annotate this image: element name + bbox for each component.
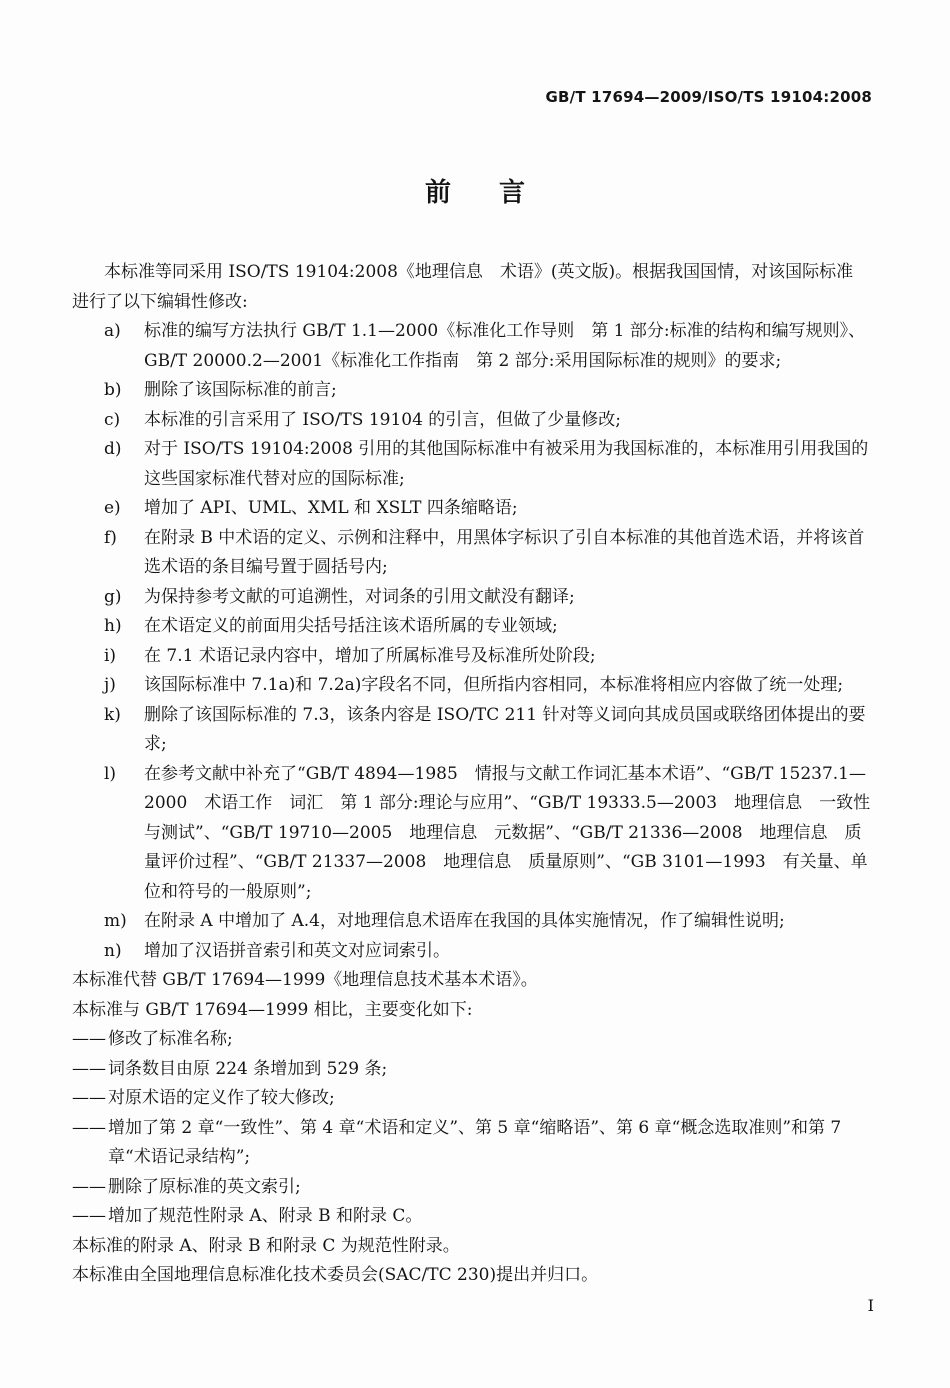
dash-label: —— <box>72 1176 106 1197</box>
list-item <box>104 671 874 701</box>
dash-label: —— <box>72 1117 106 1138</box>
list-item <box>104 701 874 760</box>
foreword-body <box>72 258 874 1291</box>
item-text: 在术语定义的前面用尖括号括注该术语所属的专业领域; <box>144 616 558 636</box>
list-item <box>104 376 874 406</box>
item-label: f) <box>104 527 117 548</box>
item-label: n) <box>104 940 122 961</box>
item-text: 标准的编写方法执行 GB/T 1.1—2000《标准化工作导则 第 1 部分:标准的结构和编写规则》、GB/T 20000.2—2001《标准化工作指南 第 2 部分:采用国际标准的规则》的要求; <box>144 321 866 371</box>
item-label: l) <box>104 763 117 784</box>
item-text: 词条数目由原 224 条增加到 529 条; <box>108 1058 388 1079</box>
item-text: 增加了汉语拼音索引和英文对应词索引。 <box>144 940 450 961</box>
item-text: 对原术语的定义作了较大修改; <box>108 1088 335 1108</box>
item-text: 在 7.1 术语记录内容中，增加了所属标准号及标准所处阶段; <box>144 645 596 666</box>
item-label: b) <box>104 380 122 400</box>
annex-note-paragraph: 本标准的附录 A、附录 B 和附录 C 为规范性附录。 <box>72 1235 460 1256</box>
item-label: g) <box>104 586 122 607</box>
item-label: j) <box>104 675 116 695</box>
item-label: h) <box>104 616 122 636</box>
list-item <box>72 1173 874 1203</box>
item-label: k) <box>104 704 121 725</box>
changes-list <box>72 1025 874 1232</box>
item-label: i) <box>104 645 117 666</box>
replaces-paragraph: 本标准代替 GB/T 17694—1999《地理信息技术基本术语》。 <box>72 970 538 990</box>
list-item <box>72 1084 874 1114</box>
intro-paragraph-line2: 进行了以下编辑性修改: <box>72 291 248 312</box>
item-text: 对于 ISO/TS 19104:2008 引用的其他国际标准中有被采用为我国标准的，本标准用引用我国的这些国家标准代替对应的国际标准; <box>144 439 869 489</box>
list-item <box>104 524 874 583</box>
changes-intro-paragraph: 本标准与 GB/T 17694—1999 相比，主要变化如下: <box>72 999 473 1020</box>
item-text: 在附录 A 中增加了 A.4，对地理信息术语库在我国的具体实施情况，作了编辑性说明; <box>144 911 785 931</box>
proposer-note-paragraph: 本标准由全国地理信息标准化技术委员会(SAC/TC 230)提出并归口。 <box>72 1265 599 1285</box>
item-text: 在附录 B 中术语的定义、示例和注释中，用黑体字标识了引自本标准的其他首选术语，并将该首选术语的条目编号置于圆括号内; <box>144 527 865 577</box>
list-item <box>72 1114 874 1173</box>
item-text: 删除了该国际标准的 7.3，该条内容是 ISO/TC 211 针对等义词向其成员国或联络团体提出的要求; <box>144 704 866 754</box>
list-item <box>104 317 874 376</box>
item-text: 删除了原标准的英文索引; <box>108 1176 301 1197</box>
list-item <box>104 937 874 967</box>
item-text: 增加了 API、UML、XML 和 XSLT 四条缩略语; <box>144 498 518 518</box>
item-text: 删除了该国际标准的前言; <box>144 380 337 400</box>
dash-label: —— <box>72 1206 106 1226</box>
page-number: I <box>867 1296 874 1315</box>
item-text: 修改了标准名称; <box>108 1029 233 1049</box>
list-item <box>104 406 874 436</box>
list-item <box>104 494 874 524</box>
dash-label: —— <box>72 1088 106 1108</box>
list-item <box>72 1202 874 1232</box>
intro-paragraph-line1: 本标准等同采用 ISO/TS 19104:2008《地理信息 术语》(英文版)。根据我国国情，对该国际标准 <box>104 262 854 282</box>
item-text: 该国际标准中 7.1a)和 7.2a)字段名不同，但所指内容相同，本标准将相应内容做了统一处理; <box>144 675 844 695</box>
modification-list <box>104 317 874 966</box>
item-label: c) <box>104 409 121 430</box>
list-item <box>104 435 874 494</box>
dash-label: —— <box>72 1058 106 1079</box>
dash-label: —— <box>72 1029 106 1049</box>
item-label: e) <box>104 498 121 518</box>
item-text: 为保持参考文献的可追溯性，对词条的引用文献没有翻译; <box>144 586 575 607</box>
list-item <box>72 1055 874 1085</box>
item-text: 增加了规范性附录 A、附录 B 和附录 C。 <box>108 1206 423 1226</box>
item-label: a) <box>104 321 121 341</box>
list-item <box>104 760 874 908</box>
page-title: 前言 <box>424 178 573 208</box>
item-text: 在参考文献中补充了“GB/T 4894—1985 情报与文献工作词汇基本术语”、“GB/T 15237.1—2000 术语工作 词汇 第 1 部分:理论与应用”、“GB/T 19333.5—2003 地理信息 一致性与测试”、“GB/T 19710—2005 地理信息 元数据”、“GB/T 21336—2008 地理信息 质量评价过程”、“GB/T 21337—2008 地理信息 质量原则”、“GB 3101—1993 有关量、单位和符号的一般原则”; <box>144 763 871 902</box>
list-item <box>104 612 874 642</box>
item-text: 增加了第 2 章“一致性”、第 4 章“术语和定义”、第 5 章“缩略语”、第 6 章“概念选取准则”和第 7 章“术语记录结构”; <box>108 1117 842 1167</box>
list-item <box>104 642 874 672</box>
item-label: d) <box>104 439 122 459</box>
list-item <box>104 583 874 613</box>
list-item <box>72 1025 874 1055</box>
item-label: m) <box>104 911 127 931</box>
list-item <box>104 907 874 937</box>
item-text: 本标准的引言采用了 ISO/TS 19104 的引言，但做了少量修改; <box>144 409 622 430</box>
document-code-header: GB/T 17694—2009/ISO/TS 19104:2008 <box>545 88 872 106</box>
